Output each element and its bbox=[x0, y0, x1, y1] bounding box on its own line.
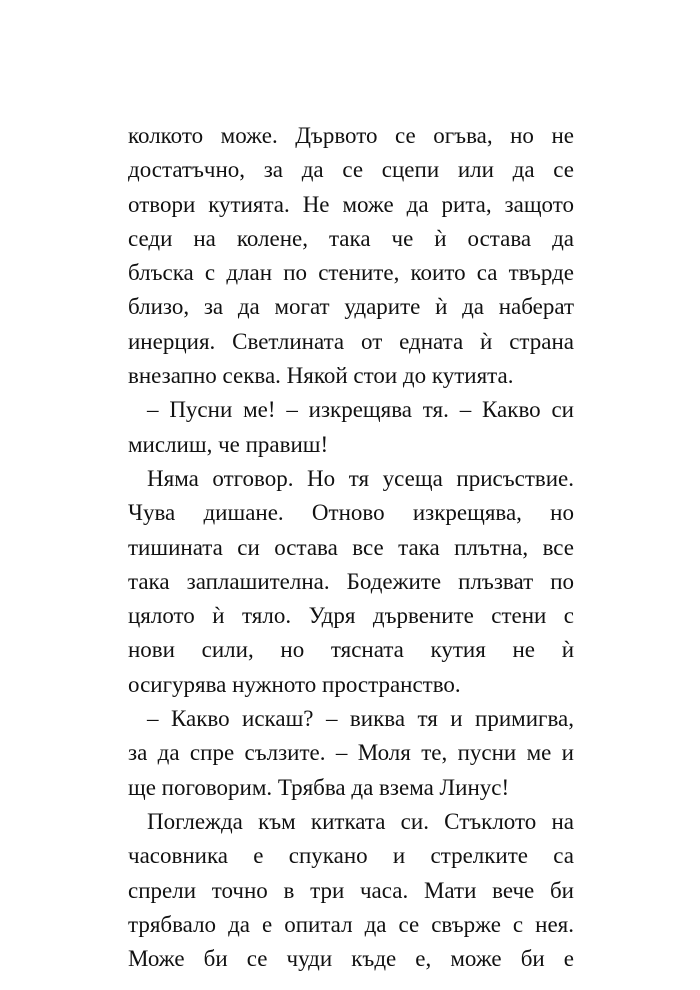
text-line: инерция. Светлината от едната ѝ страна bbox=[128, 328, 574, 354]
text-line: Няма отговор. Но тя усеща присъствие. bbox=[147, 465, 574, 491]
text-line: цялото ѝ тяло. Удря дървените стени с bbox=[128, 603, 574, 629]
text-line: близо, за да могат ударите ѝ да наберат bbox=[128, 294, 574, 320]
text-line: – Пусни ме! – изкрещява тя. – Какво си bbox=[147, 397, 574, 423]
paragraph bbox=[128, 119, 574, 393]
text-line: трябвало да е опитал да се свърже с нея. bbox=[128, 911, 574, 937]
paragraph bbox=[128, 702, 574, 805]
text-line: Поглежда към китката си. Стъклото на bbox=[147, 808, 574, 834]
text-line: седи на колене, така че ѝ остава да bbox=[128, 225, 574, 251]
paragraph bbox=[128, 805, 574, 976]
text-line: така заплашителна. Бодежите плъзват по bbox=[128, 568, 574, 594]
text-line: осигурява нужното пространство. bbox=[128, 671, 461, 697]
text-line: за да спре сълзите. – Моля те, пусни ме и bbox=[128, 740, 574, 766]
text-line: тишината си остава все така плътна, все bbox=[128, 534, 574, 560]
text-line: колкото може. Дървото се огъва, но не bbox=[128, 123, 574, 148]
paragraph bbox=[128, 393, 574, 462]
text-line: блъска с длан по стените, които са твърде bbox=[128, 260, 574, 286]
text-line: внезапно секва. Някой стои до кутията. bbox=[128, 363, 514, 389]
text-line: мислиш, че правиш! bbox=[128, 431, 329, 457]
paragraph bbox=[128, 462, 574, 702]
text-line: Чува дишане. Отново изкрещява, но bbox=[128, 500, 574, 526]
body-text bbox=[128, 119, 574, 976]
text-line: Може би се чуди къде е, може би е bbox=[128, 946, 574, 972]
text-line: часовника е спукано и стрелките са bbox=[128, 843, 574, 869]
text-line: ще поговорим. Трябва да взема Линус! bbox=[128, 774, 510, 800]
text-line: нови сили, но тясната кутия не ѝ bbox=[128, 637, 574, 663]
text-line: достатъчно, за да се сцепи или да се bbox=[128, 157, 574, 183]
text-line: – Какво искаш? – виква тя и примигва, bbox=[147, 706, 574, 732]
text-line: отвори кутията. Не може да рита, защото bbox=[128, 191, 574, 217]
text-line: спрели точно в три часа. Мати вече би bbox=[128, 877, 574, 903]
